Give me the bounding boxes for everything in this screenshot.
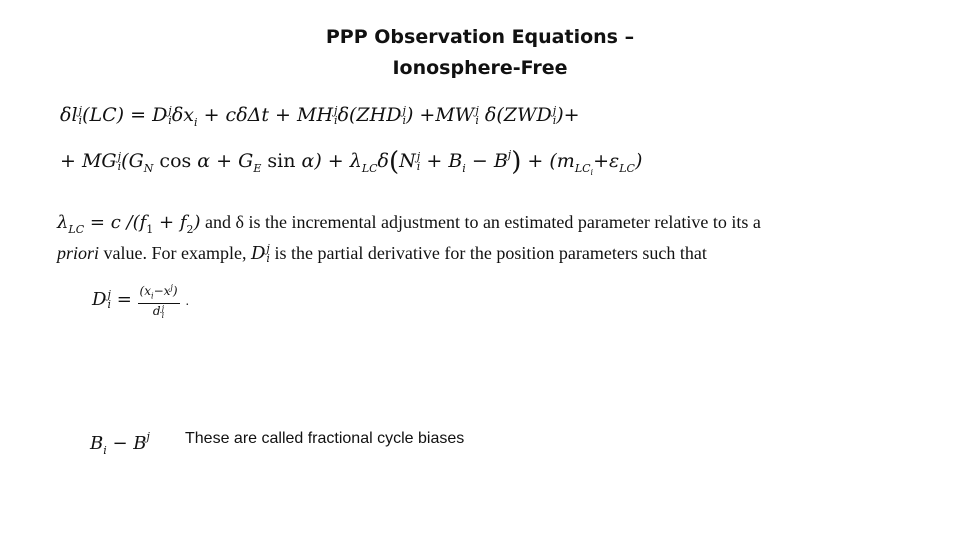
d-term: D j i — [250, 242, 270, 265]
title-line-2: Ionosphere-Free — [392, 57, 568, 79]
bias-caption: These are called fractional cycle biases — [185, 430, 465, 447]
slide-title — [0, 22, 960, 84]
title-line-1: PPP Observation Equations – — [325, 26, 635, 48]
priori-word: priori — [57, 243, 100, 263]
d-fraction: $(x_i-x^j)$ d j i — [139, 283, 178, 320]
equation-line-2: + MG j i ($G_N$ $\cos \alpha + G_E$ $\sin \alpha) + \lambda_{LC}\delta(N$ j i + $B_i - B^j) + (m_{LC_i}+\varepsilon_{LC})$ — [60, 147, 643, 178]
d-definition: D j i = $(x_i-x^j)$ d j i . — [92, 283, 190, 320]
bias-term: $B_i - B^j$ — [90, 430, 150, 457]
paragraph-line-2 — [57, 243, 707, 264]
paragraph-text-2: value. For example, — [103, 243, 247, 263]
lambda-lc-expression: $\lambda_{LC} = c$ $/(f_1 + f_2)$ — [57, 212, 201, 236]
equation-line-1: δl j i (LC) = D j i $\delta x_i + c\delta\Delta t$ + MH j i δ(ZHD j i ) +MW j i δ(ZWD j i )+ — [60, 104, 580, 129]
paragraph-line-1 — [57, 212, 761, 236]
paragraph-text-3: is the partial derivative for the position parameters such that — [274, 243, 707, 263]
paragraph-text-1: and δ is the incremental adjustment to an estimated parameter relative to its a — [205, 212, 761, 232]
